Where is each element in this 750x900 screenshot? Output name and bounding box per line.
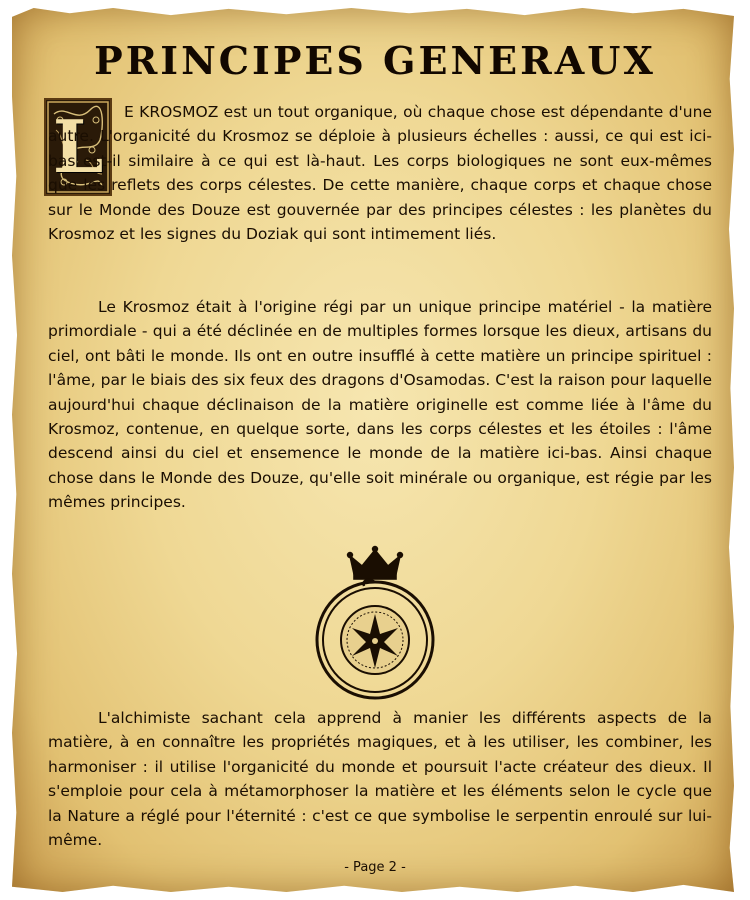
ouroboros-icon <box>302 544 448 704</box>
page-title: PRINCIPES GENERAUX <box>94 38 656 83</box>
ouroboros-emblem <box>302 544 448 704</box>
dropcap-letter: L <box>52 104 104 189</box>
page-number: - Page 2 - <box>344 860 406 875</box>
paragraph-2: Le Krosmoz était à l'origine régi par un unique principe matériel - la matière primordiale - qui a été déclinée en de multiples formes lorsque les dieux, artisans du ciel, ont bâti le monde. Ils ont en outre insufflé à cette matière un principe spirituel : l'âme, par le biais des six feux des dragons d'Osamodas. C'est la raison pour laquelle aujourd'hui chaque déclinaison de la matière originelle est comme liée à l'âme du Krosmoz, contenue, en quelque sorte, dans les corps célestes et les étoiles : l'âme descend ainsi du ciel et ensemence le monde de la matière ici-bas. Ainsi chaque chose dans le Monde des Douze, qu'elle soit minérale ou organique, est régie par les mêmes principes. <box>48 298 712 512</box>
paragraph-1: E KROSMOZ est un tout organique, où chaque chose est dépendante d'une autre. L'organicité du Krosmoz se déploie à plusieurs échelles : aussi, ce qui est ici-bas est-il similaire à ce qui est là-haut. Les corps biologiques ne sont eux-mêmes que les reflets des corps célestes. De cette manière, chaque corps et chaque chose sur le Monde des Douze est gouvernée par des principes célestes : les planètes du Krosmoz et les signes du Doziak qui sont intimement liés. <box>48 103 712 244</box>
crown-icon <box>348 547 403 579</box>
paragraph-3: L'alchimiste sachant cela apprend à manier les différents aspects de la matière, à en connaître les propriétés magiques, et à les utiliser, les combiner, les harmoniser : il utilise l'organicité du monde et poursuit l'acte créateur des dieux. Il s'emploie pour cela à métamorphoser la matière et les éléments selon le cycle que la Nature a réglé pour l'éternité : c'est ce que symbolise le serpentin enroulé sur lui-même. <box>48 709 712 850</box>
